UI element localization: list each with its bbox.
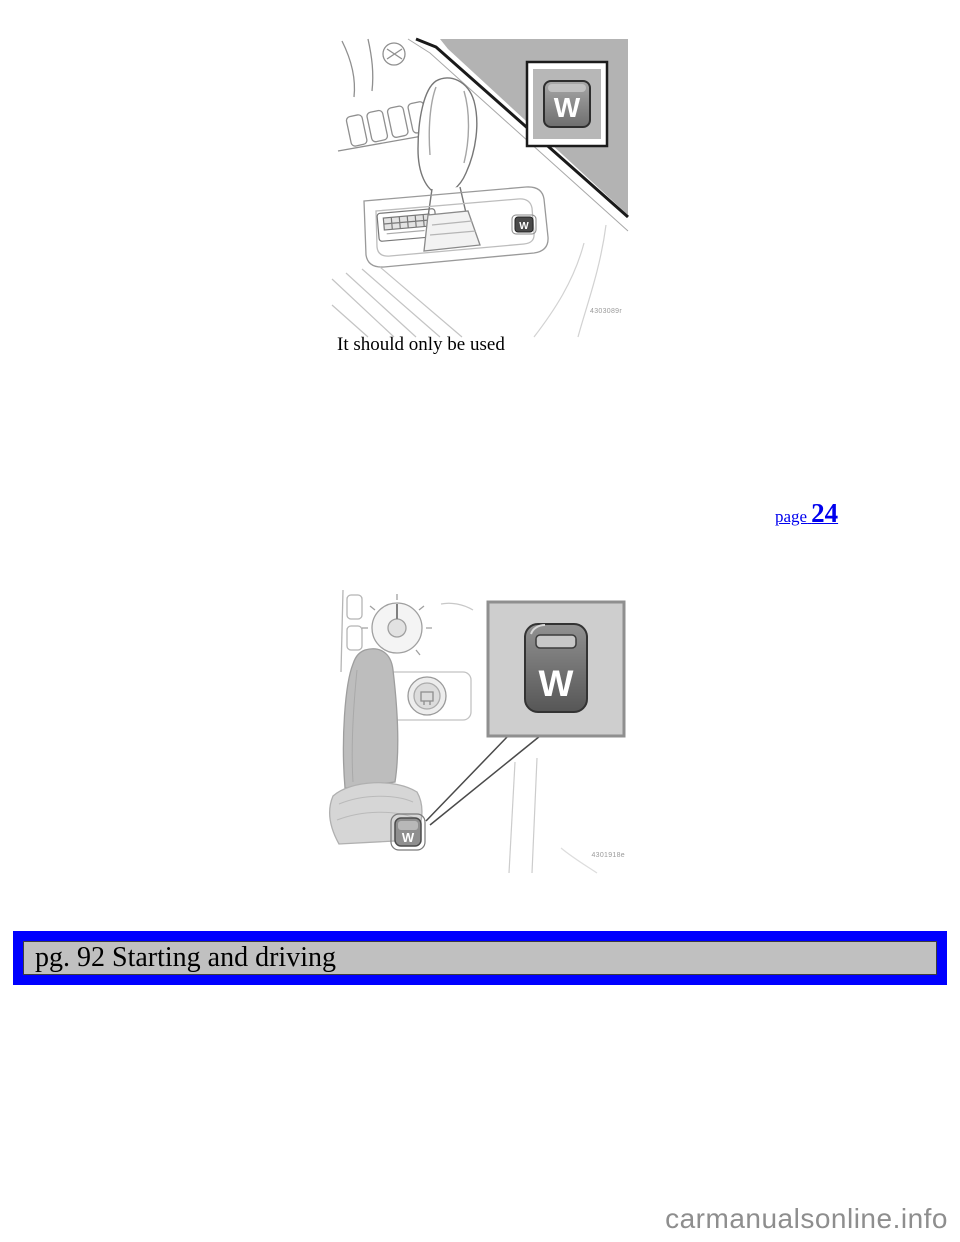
site-watermark: carmanualsonline.info <box>665 1203 948 1234</box>
figure-gear-selector <box>332 39 628 337</box>
floor-hatch-lines <box>332 267 462 337</box>
figure-code: 4303089r <box>590 308 622 315</box>
page-link-prefix: page <box>775 507 808 526</box>
gear-lever <box>330 649 422 844</box>
svg-text:W: W <box>519 221 529 232</box>
w-button-inset <box>527 62 607 146</box>
w-button-small-icon <box>391 814 425 850</box>
w-letter: W <box>553 92 581 123</box>
figure1-caption-clipped: It should only be used <box>337 334 505 355</box>
w-button-small-icon <box>512 215 536 234</box>
page-section-box <box>13 931 947 985</box>
callout-lines <box>426 736 540 825</box>
shifter-boot <box>424 211 480 251</box>
climate-knob <box>362 594 473 655</box>
w-button-inset <box>488 602 624 736</box>
seat-edge-lines <box>534 225 606 337</box>
page-link-number: 24 <box>811 498 839 528</box>
figure-code: 4301918e <box>591 852 625 859</box>
page-section-label: pg. 92 Starting and driving <box>23 941 937 975</box>
gear-selector-illustration <box>332 39 628 337</box>
figure-dashboard-w-button <box>323 590 635 873</box>
dashboard-illustration <box>323 590 635 873</box>
console-side-lines <box>509 758 597 873</box>
svg-text:W: W <box>401 830 415 845</box>
dashboard-sketch <box>338 39 429 151</box>
page-24-link[interactable] <box>775 500 838 531</box>
w-letter: W <box>538 663 574 704</box>
